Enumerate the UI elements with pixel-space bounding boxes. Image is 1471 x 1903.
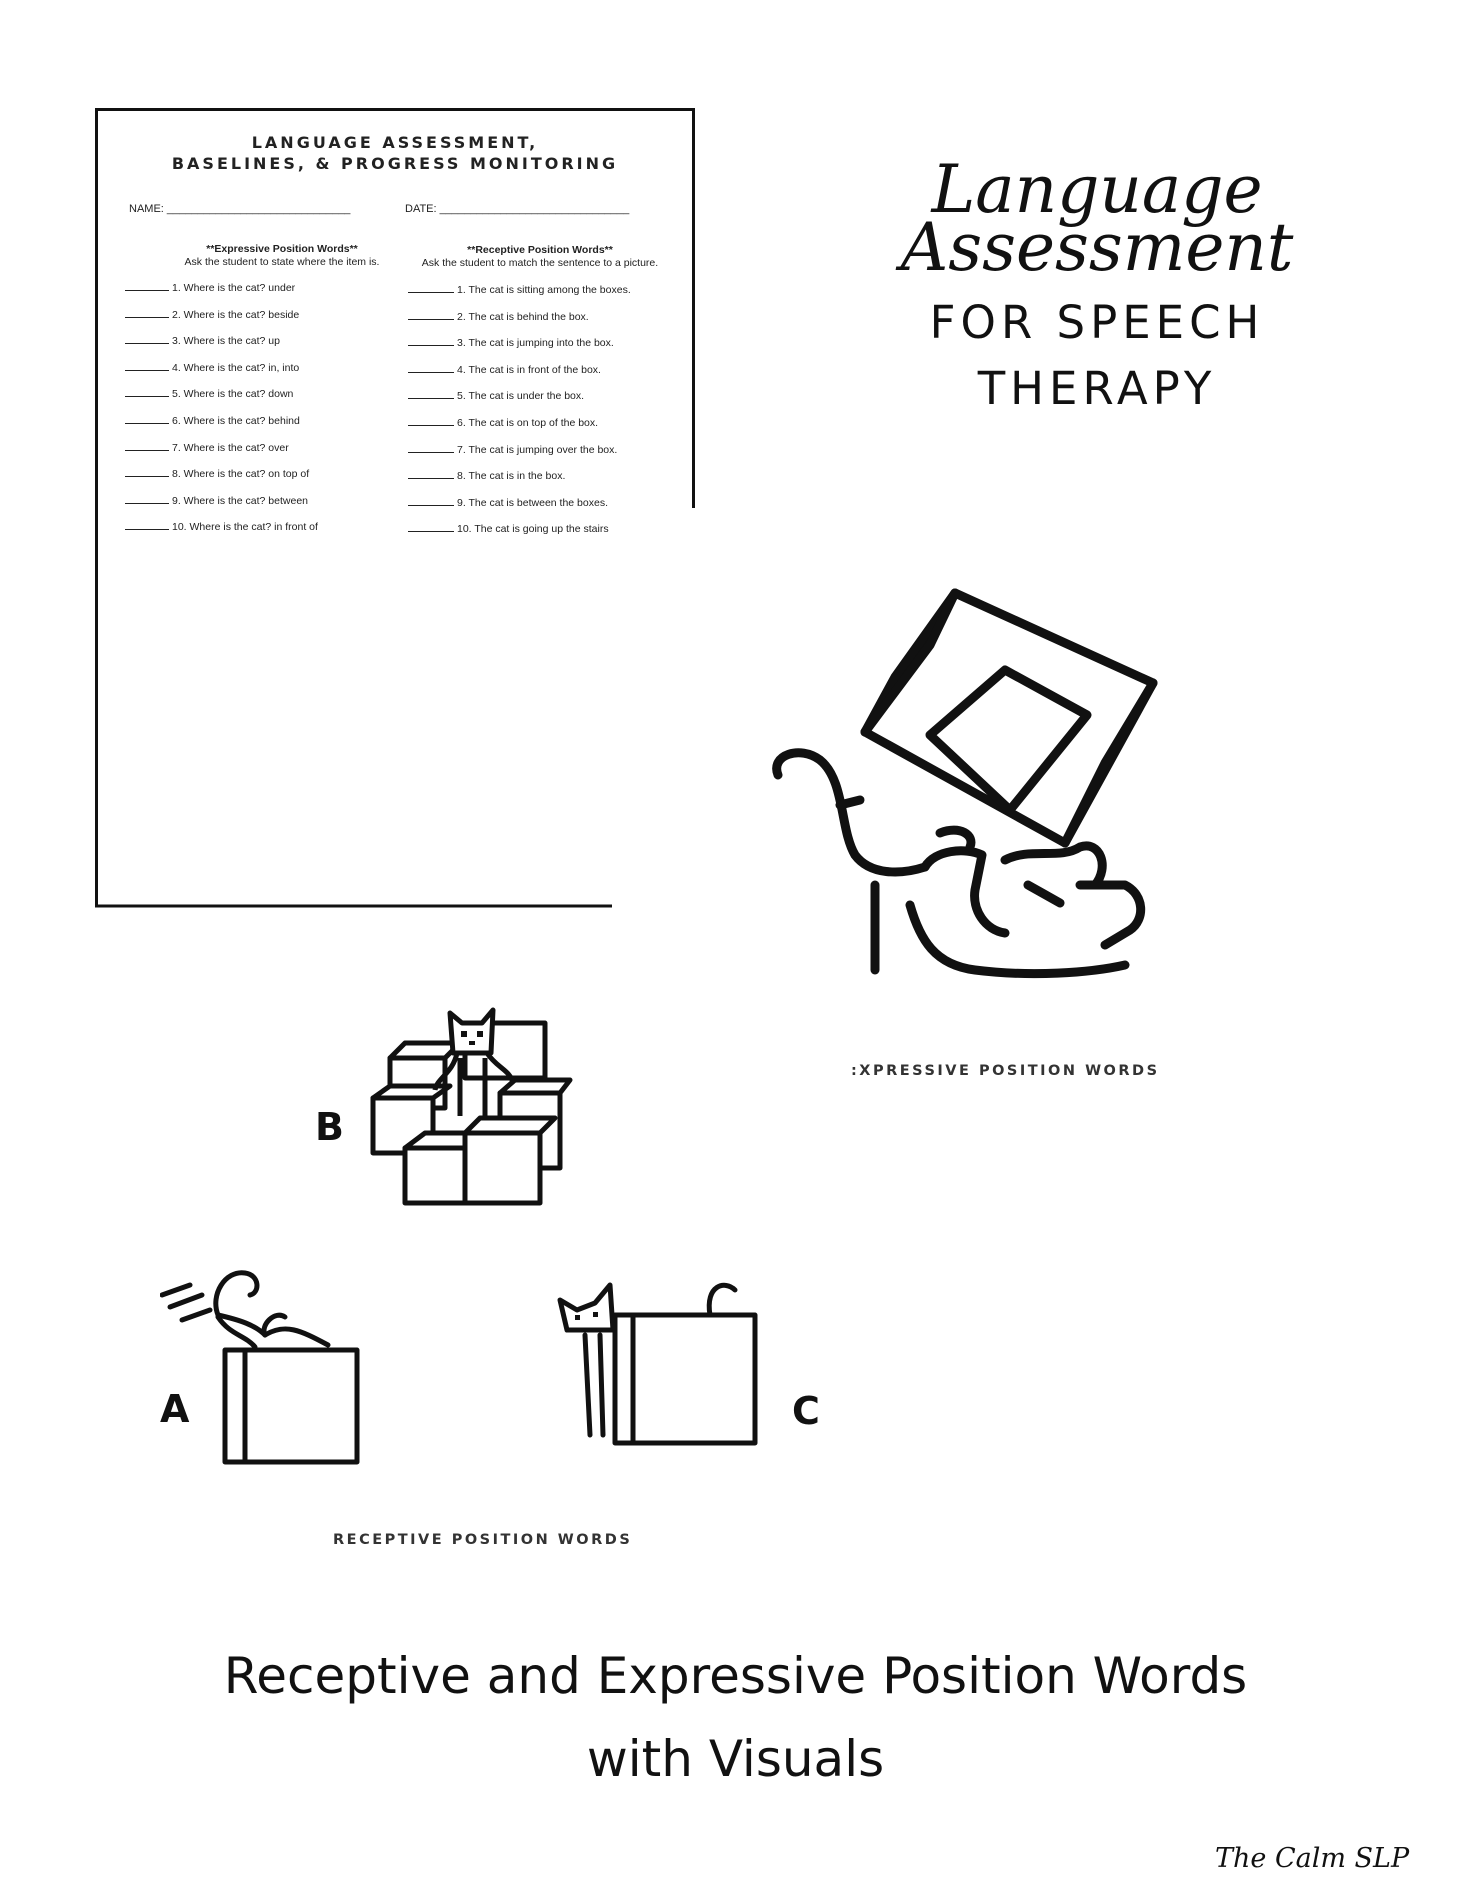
- worksheet-title-line1: LANGUAGE ASSESSMENT,: [251, 133, 539, 152]
- answer-blank[interactable]: [408, 398, 454, 399]
- expressive-item-list: [125, 282, 318, 548]
- answer-blank[interactable]: [408, 531, 454, 532]
- answer-blank[interactable]: [408, 505, 454, 506]
- answer-blank[interactable]: [125, 423, 169, 424]
- receptive-caption: RECEPTIVE POSITION WORDS: [333, 1532, 633, 1548]
- option-label-a: A: [160, 1387, 190, 1431]
- expressive-item: 9. Where is the cat? between: [125, 495, 318, 522]
- footer-line2: with Visuals: [586, 1730, 885, 1788]
- receptive-item: 5. The cat is under the box.: [408, 390, 631, 417]
- expressive-item: 3. Where is the cat? up: [125, 335, 318, 362]
- cat-jumping-into-box-illustration: [160, 1255, 370, 1470]
- option-label-b: B: [315, 1105, 344, 1149]
- answer-blank[interactable]: [125, 529, 169, 530]
- receptive-item: 9. The cat is between the boxes.: [408, 497, 631, 524]
- expressive-instruction: Ask the student to state where the item is.: [184, 256, 380, 268]
- expressive-item: 7. Where is the cat? over: [125, 442, 318, 469]
- answer-blank[interactable]: [125, 450, 169, 451]
- cat-among-boxes-illustration: [365, 998, 575, 1208]
- title-caps-line1: FOR SPEECH: [929, 296, 1265, 349]
- cat-behind-box-illustration: [555, 1275, 770, 1450]
- date-field: DATE: _______________________________: [405, 203, 630, 215]
- footer-line1: Receptive and Expressive Position Words: [223, 1647, 1248, 1705]
- worksheet-title-line2: BASELINES, & PROGRESS MONITORING: [171, 154, 619, 173]
- worksheet-preview: [95, 108, 695, 908]
- expressive-item: 8. Where is the cat? on top of: [125, 468, 318, 495]
- answer-blank[interactable]: [408, 292, 454, 293]
- expressive-item: 1. Where is the cat? under: [125, 282, 318, 309]
- answer-blank[interactable]: [125, 343, 169, 344]
- receptive-item: 7. The cat is jumping over the box.: [408, 444, 631, 471]
- receptive-item: 4. The cat is in front of the box.: [408, 364, 631, 391]
- receptive-item: 2. The cat is behind the box.: [408, 311, 631, 338]
- answer-blank[interactable]: [125, 503, 169, 504]
- answer-blank[interactable]: [408, 345, 454, 346]
- receptive-item: 8. The cat is in the box.: [408, 470, 631, 497]
- answer-blank[interactable]: [408, 372, 454, 373]
- signature: The Calm SLP: [1215, 1843, 1410, 1874]
- title-script-line2: Assessment: [900, 209, 1294, 286]
- answer-blank[interactable]: [125, 396, 169, 397]
- receptive-item: 10. The cat is going up the stairs: [408, 523, 631, 550]
- receptive-item-list: [408, 284, 631, 550]
- receptive-item: 1. The cat is sitting among the boxes.: [408, 284, 631, 311]
- answer-blank[interactable]: [408, 425, 454, 426]
- title-caps-line2: THERAPY: [977, 362, 1217, 415]
- receptive-instruction: Ask the student to match the sentence to a picture.: [421, 257, 659, 269]
- answer-blank[interactable]: [408, 478, 454, 479]
- answer-blank[interactable]: [125, 290, 169, 291]
- expressive-item: 10. Where is the cat? in front of: [125, 521, 318, 548]
- option-label-c: C: [792, 1389, 820, 1433]
- receptive-heading: **Receptive Position Words**: [467, 244, 613, 256]
- cat-under-box-illustration: [760, 585, 1190, 1035]
- expressive-item: 2. Where is the cat? beside: [125, 309, 318, 336]
- receptive-item: 3. The cat is jumping into the box.: [408, 337, 631, 364]
- expressive-item: 6. Where is the cat? behind: [125, 415, 318, 442]
- name-field: NAME: ______________________________: [129, 203, 351, 215]
- expressive-item: 4. Where is the cat? in, into: [125, 362, 318, 389]
- answer-blank[interactable]: [408, 319, 454, 320]
- answer-blank[interactable]: [125, 317, 169, 318]
- expressive-heading: **Expressive Position Words**: [206, 243, 358, 255]
- expressive-item: 5. Where is the cat? down: [125, 388, 318, 415]
- expressive-caption: :XPRESSIVE POSITION WORDS: [851, 1063, 1160, 1079]
- answer-blank[interactable]: [125, 370, 169, 371]
- title-script-line1: Language: [931, 151, 1263, 228]
- answer-blank[interactable]: [125, 476, 169, 477]
- answer-blank[interactable]: [408, 452, 454, 453]
- receptive-item: 6. The cat is on top of the box.: [408, 417, 631, 444]
